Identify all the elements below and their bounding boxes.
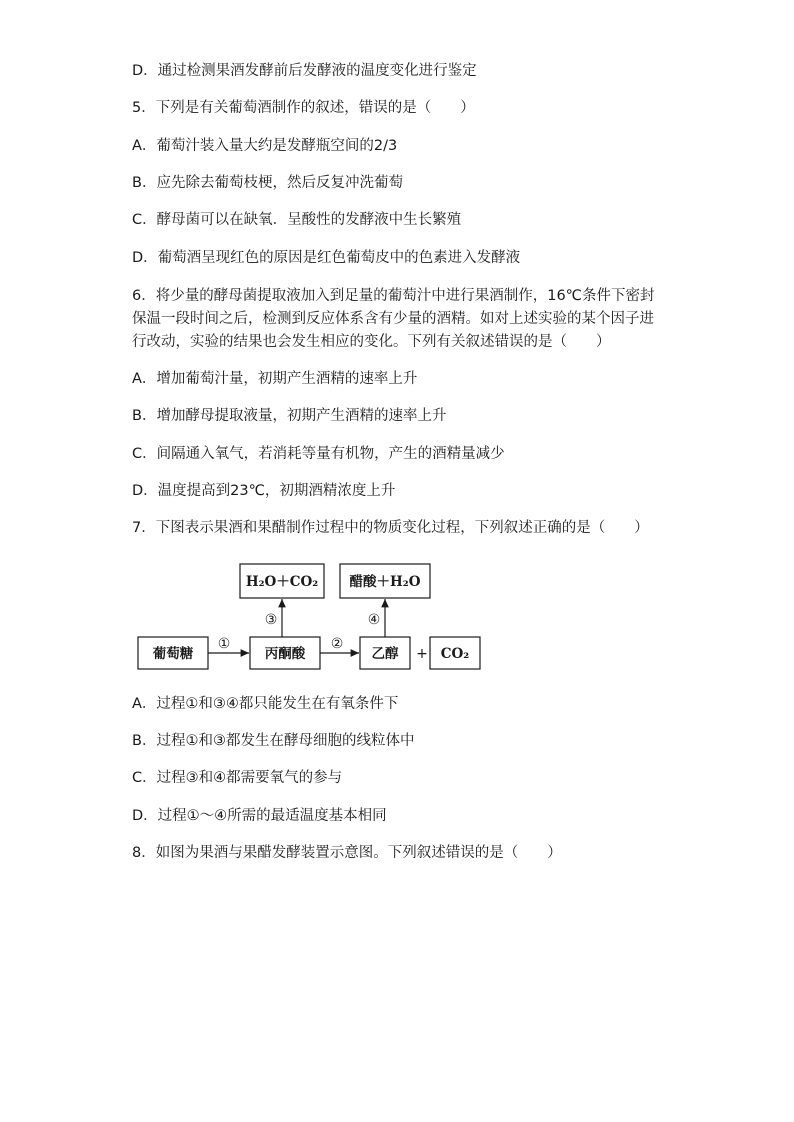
q6-stem-line-2: 保温一段时间之后，检测到反应体系含有少量的酒精。如对上述实验的某个因子进 [132,311,654,327]
q6-stem-line-1: 6．将少量的酵母菌提取液加入到足量的葡萄汁中进行果酒制作，16℃条件下密封 [132,288,655,304]
fermentation-pathway-diagram [132,560,492,676]
q7-option-d: D．过程①～④所需的最适温度基本相同 [132,808,387,824]
q5-option-b: B．应先除去葡萄枝梗，然后反复冲洗葡萄 [132,175,403,191]
q6-option-d: D．温度提高到23℃，初期酒精浓度上升 [132,483,396,499]
step-4-marker: ④ [367,612,381,628]
q6-option-c: C．间隔通入氧气，若消耗等量有机物，产生的酒精量减少 [132,446,505,462]
pyruvate-label: 丙酮酸 [264,646,306,662]
q6-stem-line-3: 行改动，实验的结果也会发生相应的变化。下列有关叙述错误的是（ ） [132,334,611,350]
step-3-marker: ③ [264,612,278,628]
q8-stem: 8．如图为果酒与果醋发酵装置示意图。下列叙述错误的是（ ） [132,845,562,861]
ethanol-label: 乙醇 [371,646,399,662]
q7-stem: 7．下图表示果酒和果醋制作过程中的物质变化过程，下列叙述正确的是（ ） [132,520,649,536]
q5-option-c: C．酵母菌可以在缺氧．呈酸性的发酵液中生长繁殖 [132,212,462,228]
h2o-co2-label: H₂O＋CO₂ [245,574,319,590]
q7-option-a: A．过程①和③④都只能发生在有氧条件下 [132,696,399,712]
plus-sign: + [416,646,428,662]
step-2-marker: ② [330,636,344,652]
q5-stem: 5．下列是有关葡萄酒制作的叙述，错误的是（ ） [132,100,475,116]
q7-option-b: B．过程①和③都发生在酵母细胞的线粒体中 [132,733,415,749]
co2-label: CO₂ [440,646,470,662]
acetic-acid-water-label: 醋酸＋H₂O [349,574,421,590]
q6-option-b: B．增加酵母提取液量，初期产生酒精的速率上升 [132,408,447,424]
step-1-marker: ① [217,636,231,652]
q7-option-c: C．过程③和④都需要氧气的参与 [132,770,343,786]
q5-option-d: D．葡萄酒呈现红色的原因是红色葡萄皮中的色素进入发酵液 [132,250,521,266]
q5-option-a: A．葡萄汁装入量大约是发酵瓶空间的2/3 [132,138,398,154]
q6-option-a: A．增加葡萄汁量，初期产生酒精的速率上升 [132,371,418,387]
glucose-label: 葡萄糖 [152,646,194,662]
q4-option-d: D．通过检测果酒发酵前后发酵液的温度变化进行鉴定 [132,63,477,79]
